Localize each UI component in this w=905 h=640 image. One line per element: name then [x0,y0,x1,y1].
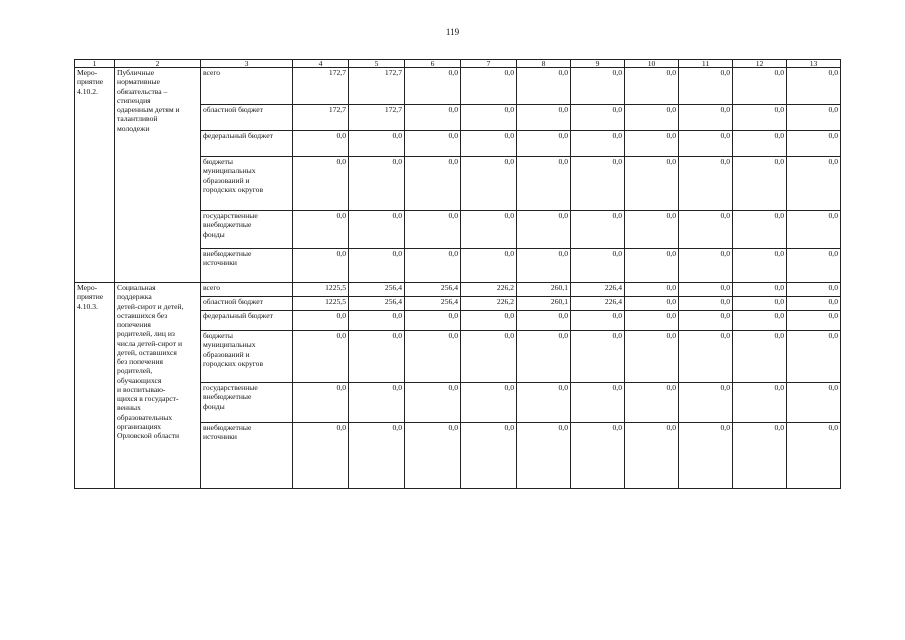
amount-cell: 0,0 [625,383,679,423]
amount-cell: 256,4 [405,283,461,297]
amount-cell: 0,0 [625,283,679,297]
amount-cell: 0,0 [405,383,461,423]
amount-cell: 0,0 [679,105,733,131]
amount-cell: 0,0 [293,157,349,211]
amount-cell: 0,0 [293,311,349,331]
amount-cell: 0,0 [787,283,841,297]
amount-cell: 0,0 [405,211,461,249]
column-number-header: 13 [787,60,841,68]
header-row [75,60,841,68]
amount-cell: 0,0 [461,383,517,423]
amount-cell: 0,0 [405,157,461,211]
column-number-header: 12 [733,60,787,68]
funding-source: бюджеты муниципальных образований и городских округов [201,331,293,383]
amount-cell: 0,0 [461,311,517,331]
table-row [75,283,841,297]
amount-cell: 0,0 [517,383,571,423]
amount-cell: 0,0 [679,331,733,383]
amount-cell: 0,0 [571,157,625,211]
funding-source: областной бюджет [201,297,293,311]
amount-cell: 0,0 [787,68,841,105]
amount-cell: 0,0 [461,249,517,283]
funding-source: федеральный бюджет [201,131,293,157]
amount-cell: 0,0 [349,423,405,489]
amount-cell: 0,0 [787,211,841,249]
amount-cell: 0,0 [349,311,405,331]
amount-cell: 0,0 [461,68,517,105]
column-number-header: 3 [201,60,293,68]
amount-cell: 0,0 [293,249,349,283]
column-number-header: 10 [625,60,679,68]
amount-cell: 0,0 [625,211,679,249]
amount-cell: 0,0 [787,423,841,489]
amount-cell: 0,0 [461,423,517,489]
amount-cell: 256,4 [349,283,405,297]
amount-cell: 0,0 [625,68,679,105]
column-number-header: 6 [405,60,461,68]
amount-cell: 0,0 [787,331,841,383]
amount-cell: 0,0 [349,383,405,423]
funding-source: бюджеты муниципальных образований и городских округов [201,157,293,211]
amount-cell: 0,0 [733,423,787,489]
amount-cell: 0,0 [571,211,625,249]
amount-cell: 1225,5 [293,297,349,311]
funding-source: всего [201,68,293,105]
amount-cell: 0,0 [349,157,405,211]
amount-cell: 0,0 [733,68,787,105]
amount-cell: 0,0 [787,311,841,331]
amount-cell: 0,0 [517,105,571,131]
amount-cell: 0,0 [293,331,349,383]
amount-cell: 0,0 [733,105,787,131]
column-number-header: 8 [517,60,571,68]
amount-cell: 0,0 [571,105,625,131]
amount-cell: 0,0 [733,383,787,423]
amount-cell: 0,0 [625,423,679,489]
amount-cell: 0,0 [517,211,571,249]
amount-cell: 0,0 [733,249,787,283]
amount-cell: 0,0 [733,157,787,211]
amount-cell: 0,0 [349,211,405,249]
funding-source: всего [201,283,293,297]
amount-cell: 172,7 [349,68,405,105]
amount-cell: 0,0 [517,249,571,283]
amount-cell: 0,0 [733,283,787,297]
amount-cell: 0,0 [349,331,405,383]
amount-cell: 0,0 [625,297,679,311]
amount-cell: 0,0 [571,383,625,423]
funding-source: областной бюджет [201,105,293,131]
amount-cell: 0,0 [517,131,571,157]
amount-cell: 172,7 [293,105,349,131]
column-number-header: 5 [349,60,405,68]
amount-cell: 0,0 [679,249,733,283]
amount-cell: 0,0 [733,211,787,249]
amount-cell: 0,0 [571,331,625,383]
measure-title: Публичные нормативные обязательства – стипендия одаренным детям и талантливой молодежи [115,68,201,283]
amount-cell: 0,0 [733,311,787,331]
amount-cell: 260,1 [517,297,571,311]
amount-cell: 172,7 [349,105,405,131]
amount-cell: 0,0 [625,331,679,383]
amount-cell: 0,0 [293,383,349,423]
amount-cell: 226,2 [461,297,517,311]
funding-source: государственные внебюджетные фонды [201,211,293,249]
column-number-header: 11 [679,60,733,68]
amount-cell: 0,0 [625,311,679,331]
amount-cell: 0,0 [679,423,733,489]
measure-title: Социальная поддержка детей-сирот и детей, оставшихся без попечения родителей, лиц из числа детей-сирот и детей, оставшихся без попечения родителей, обучающихся и воспитываю- щихся в государст- венных образовательных организациях Орловской области [115,283,201,489]
amount-cell: 0,0 [625,105,679,131]
column-number-header: 1 [75,60,115,68]
budget-table [74,59,841,489]
amount-cell: 0,0 [517,331,571,383]
amount-cell: 0,0 [679,68,733,105]
amount-cell: 0,0 [517,311,571,331]
amount-cell: 0,0 [461,211,517,249]
amount-cell: 0,0 [405,131,461,157]
amount-cell: 0,0 [733,331,787,383]
amount-cell: 256,4 [349,297,405,311]
amount-cell: 0,0 [293,423,349,489]
amount-cell: 0,0 [517,68,571,105]
amount-cell: 0,0 [733,297,787,311]
measure-code: Меро- приятие 4.10.2. [75,68,115,283]
column-number-header: 4 [293,60,349,68]
amount-cell: 0,0 [461,105,517,131]
amount-cell: 0,0 [679,383,733,423]
amount-cell: 226,4 [571,283,625,297]
amount-cell: 226,2 [461,283,517,297]
column-number-header: 7 [461,60,517,68]
funding-source: внебюджетные источники [201,423,293,489]
amount-cell: 172,7 [293,68,349,105]
amount-cell: 0,0 [571,311,625,331]
amount-cell: 0,0 [571,423,625,489]
amount-cell: 0,0 [517,423,571,489]
amount-cell: 260,1 [517,283,571,297]
amount-cell: 226,4 [571,297,625,311]
amount-cell: 0,0 [571,68,625,105]
amount-cell: 0,0 [571,249,625,283]
amount-cell: 0,0 [293,211,349,249]
amount-cell: 0,0 [625,157,679,211]
amount-cell: 1225,5 [293,283,349,297]
amount-cell: 0,0 [679,157,733,211]
amount-cell: 0,0 [349,249,405,283]
funding-source: федеральный бюджет [201,311,293,331]
amount-cell: 0,0 [461,157,517,211]
amount-cell: 0,0 [787,297,841,311]
amount-cell: 0,0 [405,311,461,331]
amount-cell: 0,0 [517,157,571,211]
measure-code: Меро- приятие 4.10.3. [75,283,115,489]
amount-cell: 0,0 [625,131,679,157]
amount-cell: 0,0 [293,131,349,157]
funding-source: внебюджетные источники [201,249,293,283]
amount-cell: 0,0 [679,283,733,297]
amount-cell: 0,0 [405,331,461,383]
amount-cell: 0,0 [461,131,517,157]
amount-cell: 0,0 [405,68,461,105]
amount-cell: 0,0 [787,383,841,423]
amount-cell: 0,0 [679,131,733,157]
amount-cell: 0,0 [405,423,461,489]
table-row [75,68,841,105]
column-number-header: 9 [571,60,625,68]
amount-cell: 0,0 [787,131,841,157]
amount-cell: 0,0 [787,105,841,131]
amount-cell: 0,0 [405,249,461,283]
page-number: 119 [445,27,460,37]
amount-cell: 0,0 [405,105,461,131]
amount-cell: 0,0 [787,157,841,211]
amount-cell: 0,0 [679,211,733,249]
amount-cell: 0,0 [679,297,733,311]
amount-cell: 0,0 [679,311,733,331]
amount-cell: 0,0 [625,249,679,283]
amount-cell: 256,4 [405,297,461,311]
amount-cell: 0,0 [349,131,405,157]
amount-cell: 0,0 [787,249,841,283]
funding-source: государственные внебюджетные фонды [201,383,293,423]
amount-cell: 0,0 [733,131,787,157]
amount-cell: 0,0 [571,131,625,157]
amount-cell: 0,0 [461,331,517,383]
column-number-header: 2 [115,60,201,68]
